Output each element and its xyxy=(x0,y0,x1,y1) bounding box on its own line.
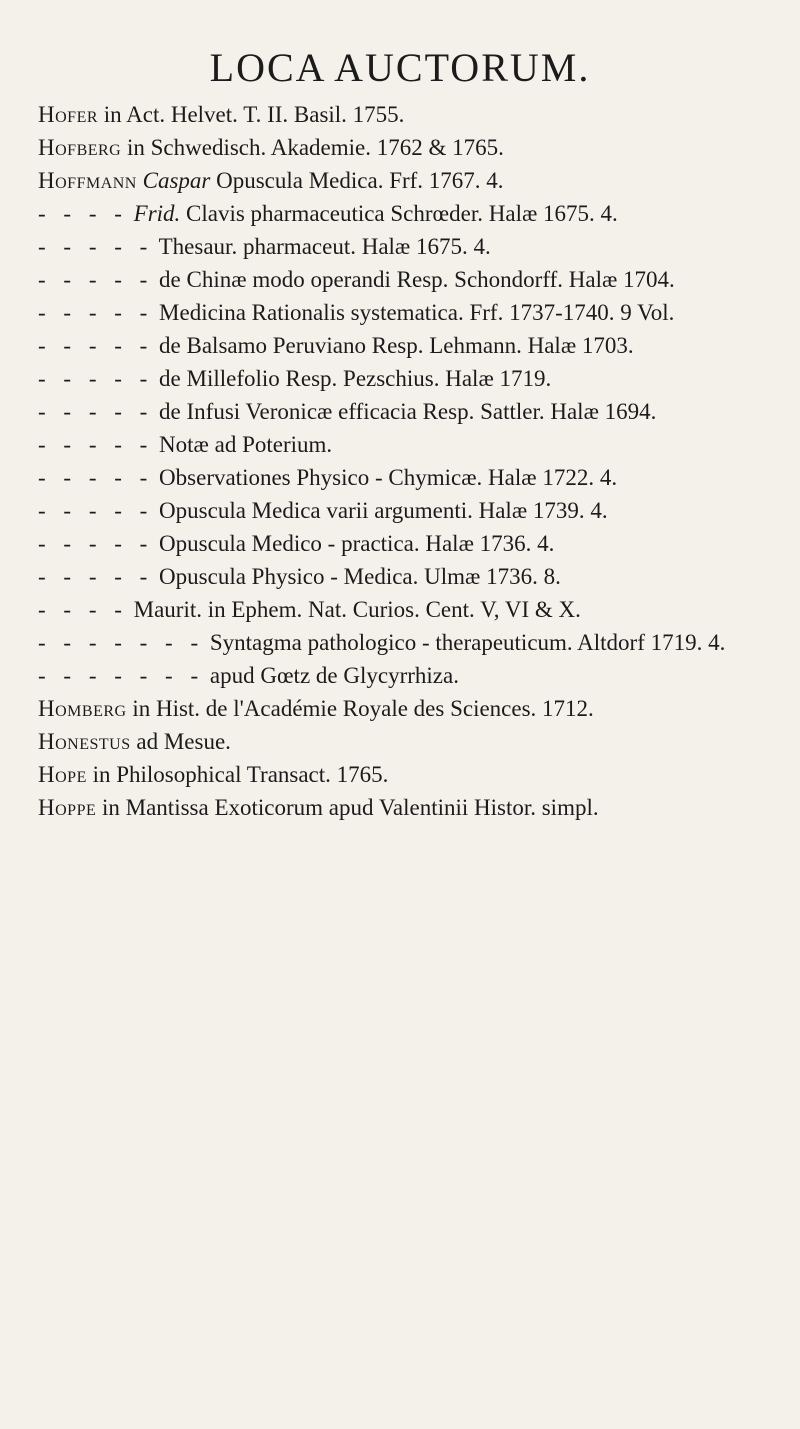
entry xyxy=(38,296,774,329)
entry-text: Thesaur. pharmaceut. Halæ 1675. 4. xyxy=(153,234,491,259)
entry xyxy=(38,428,774,461)
entry-text: Medicina Rationalis systematica. Frf. 1737-1740. 9 Vol. xyxy=(153,300,675,325)
entry xyxy=(38,758,774,791)
ditto-dash: - - - - - xyxy=(38,399,154,424)
entry xyxy=(38,98,774,131)
ditto-dash: - - - - - xyxy=(38,564,154,589)
ditto-dash: - - - - - xyxy=(38,333,154,358)
entry-head: Hoffmann xyxy=(38,168,137,193)
entry xyxy=(38,659,774,692)
ditto-dash: - - - - - xyxy=(38,366,154,391)
entry xyxy=(38,692,774,725)
entry-text: de Millefolio Resp. Pezschius. Halæ 1719. xyxy=(153,366,552,391)
entry-head: Homberg xyxy=(38,696,127,721)
entry-text: Syntagma pathologico - therapeuticum. Altdorf 1719. 4. xyxy=(204,630,726,655)
entry-text: Maurit. in Ephem. Nat. Curios. Cent. V, VI & X. xyxy=(127,597,581,622)
entry xyxy=(38,527,774,560)
entry xyxy=(38,197,774,230)
entry xyxy=(38,593,774,626)
entry-head: Hofberg xyxy=(38,135,122,160)
entry-text: ad Mesue. xyxy=(130,729,231,754)
entry-text: de Balsamo Peruviano Resp. Lehmann. Halæ 1703. xyxy=(153,333,634,358)
ditto-dash: - - - - xyxy=(38,201,128,226)
entry-text: de Chinæ modo operandi Resp. Schondorff. Halæ 1704. xyxy=(153,267,675,292)
ditto-dash: - - - - - - - xyxy=(38,663,205,688)
entry-italic: Caspar xyxy=(142,168,211,193)
entry-text: Clavis pharmaceutica Schrœder. Halæ 1675. 4. xyxy=(180,201,618,226)
entry xyxy=(38,131,774,164)
entry xyxy=(38,791,774,824)
page-header: LOCA AUCTORUM. xyxy=(209,45,591,90)
entry-text: in Philosophical Transact. 1765. xyxy=(86,762,389,787)
entry xyxy=(38,626,774,659)
ditto-dash: - - - - - xyxy=(38,267,154,292)
ditto-dash: - - - - - xyxy=(38,531,154,556)
entry-text: Opuscula Medico - practica. Halæ 1736. 4. xyxy=(153,531,555,556)
entry xyxy=(38,164,774,197)
entry-text: de Infusi Veronicæ efficacia Resp. Sattler. Halæ 1694. xyxy=(153,399,657,424)
ditto-dash: - - - - - - - xyxy=(38,630,205,655)
ditto-dash: - - - - - xyxy=(38,300,154,325)
entry xyxy=(38,329,774,362)
entry-italic: Frid. xyxy=(133,201,181,226)
entry-text: Opuscula Medica. Frf. 1767. 4. xyxy=(210,168,504,193)
entry-text: Opuscula Medica varii argumenti. Halæ 1739. 4. xyxy=(153,498,608,523)
entry xyxy=(38,725,774,758)
entry xyxy=(38,461,774,494)
entry-head: Hoppe xyxy=(38,795,97,820)
entry-head: Hope xyxy=(38,762,87,787)
entry-text: in Hist. de l'Académie Royale des Sciences. 1712. xyxy=(126,696,594,721)
ditto-dash: - - - - - xyxy=(38,234,154,259)
entry-text: in Act. Helvet. T. II. Basil. 1755. xyxy=(98,102,405,127)
entry-text: apud Gœtz de Glycyrrhiza. xyxy=(204,663,459,688)
entry-text: in Schwedisch. Akademie. 1762 & 1765. xyxy=(121,135,504,160)
ditto-dash: - - - - - xyxy=(38,465,154,490)
ditto-dash: - - - - xyxy=(38,597,128,622)
entry xyxy=(38,263,774,296)
entry xyxy=(38,362,774,395)
entry xyxy=(38,494,774,527)
entry xyxy=(38,560,774,593)
entry-text: Opuscula Physico - Medica. Ulmæ 1736. 8. xyxy=(153,564,561,589)
entry-head: Honestus xyxy=(38,729,131,754)
entry-text: Observationes Physico - Chymicæ. Halæ 1722. 4. xyxy=(153,465,618,490)
entry xyxy=(38,230,774,263)
entry-text: in Mantissa Exoticorum apud Valentinii Histor. simpl. xyxy=(96,795,599,820)
entry-text: Notæ ad Poterium. xyxy=(153,432,333,457)
entry-head: Hofer xyxy=(38,102,99,127)
ditto-dash: - - - - - xyxy=(38,432,154,457)
ditto-dash: - - - - - xyxy=(38,498,154,523)
entry xyxy=(38,395,774,428)
entries-list xyxy=(38,98,774,824)
